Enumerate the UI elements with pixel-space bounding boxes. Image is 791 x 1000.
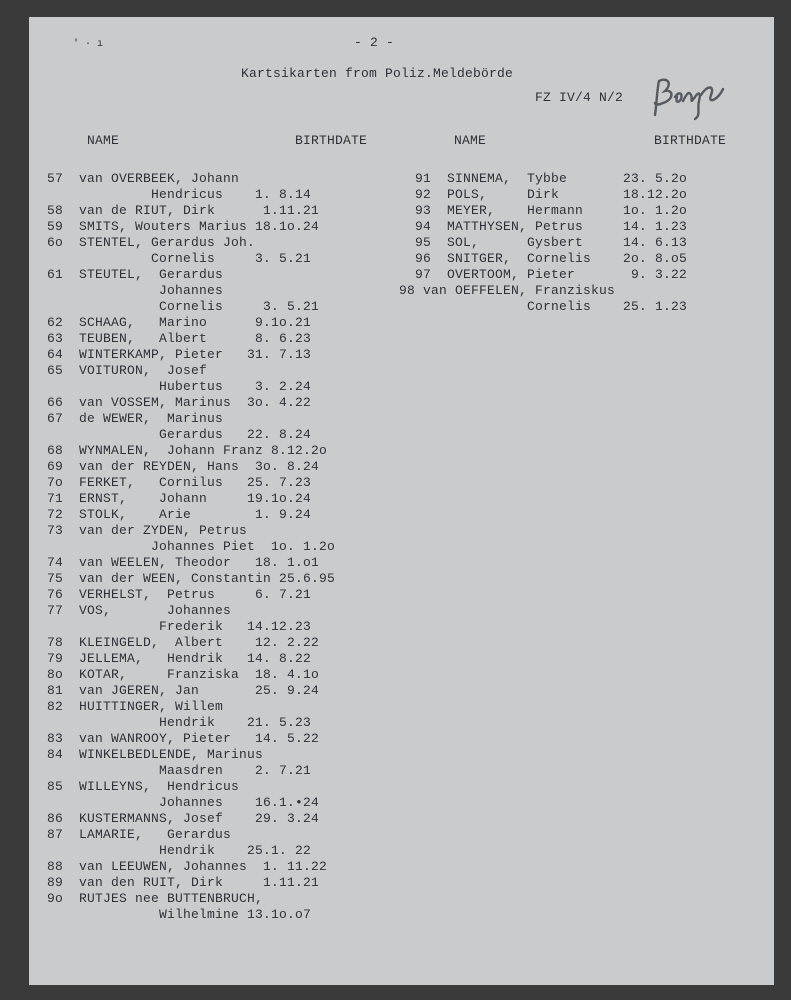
entry-line: 57 van OVERBEEK, Johann <box>47 171 240 186</box>
document-title: Kartsikarten from Poliz.Meldebörde <box>241 66 514 81</box>
entry-line: Johannes <box>47 283 224 298</box>
entry-line: Cornelis 3. 5.21 <box>47 251 312 266</box>
corner-mark-icon: ' · ı <box>73 39 104 50</box>
entry-line: Hendricus 1. 8.14 <box>47 187 312 202</box>
entry-line: Gerardus 22. 8.24 <box>47 427 312 442</box>
entry-line: 58 van de RIUT, Dirk 1.11.21 <box>47 203 320 218</box>
entry-line: 75 van der WEEN, Constantin 25.6.95 <box>47 571 336 586</box>
entry-line: 63 TEUBEN, Albert 8. 6.23 <box>47 331 312 346</box>
left-col-birthdate-header: BIRTHDATE <box>295 133 368 148</box>
entry-line: 72 STOLK, Arie 1. 9.24 <box>47 507 312 522</box>
entry-line: 68 WYNMALEN, Johann Franz 8.12.2o <box>47 443 328 458</box>
entry-line: 73 van der ZYDEN, Petrus <box>47 523 248 538</box>
document-page <box>29 17 774 985</box>
left-col-name-header: NAME <box>87 133 120 148</box>
entry-line: 81 van JGEREN, Jan 25. 9.24 <box>47 683 320 698</box>
entry-line: 94 MATTHYSEN, Petrus 14. 1.23 <box>415 219 688 234</box>
entry-line: 67 de WEWER, Marinus <box>47 411 224 426</box>
entry-line: 96 SNITGER, Cornelis 2o. 8.o5 <box>415 251 688 266</box>
entry-line: 88 van LEEUWEN, Johannes 1. 11.22 <box>47 859 328 874</box>
entry-line: 64 WINTERKAMP, Pieter 31. 7.13 <box>47 347 312 362</box>
entry-line: 61 STEUTEL, Gerardus <box>47 267 224 282</box>
entry-line: 85 WILLEYNS, Hendricus <box>47 779 240 794</box>
right-col-name-header: NAME <box>454 133 487 148</box>
entry-line: Johannes 16.1.•24 <box>47 795 320 810</box>
entry-line: 9o RUTJES nee BUTTENBRUCH, <box>47 891 264 906</box>
right-col-birthdate-header: BIRTHDATE <box>654 133 727 148</box>
entry-line: 79 JELLEMA, Hendrik 14. 8.22 <box>47 651 312 666</box>
entry-line: 92 POLS, Dirk 18.12.2o <box>415 187 688 202</box>
handwritten-signature-icon <box>649 75 729 121</box>
entry-line: Cornelis 3. 5.21 <box>47 299 320 314</box>
entry-line: 84 WINKELBEDLENDE, Marinus <box>47 747 264 762</box>
entry-line: 59 SMITS, Wouters Marius 18.1o.24 <box>47 219 320 234</box>
entry-line: Hendrik 25.1. 22 <box>47 843 312 858</box>
reference-code: FZ IV/4 N/2 <box>535 90 624 105</box>
entry-line: 74 van WEELEN, Theodor 18. 1.o1 <box>47 555 320 570</box>
entry-line: 87 LAMARIE, Gerardus <box>47 827 232 842</box>
entry-line: 62 SCHAAG, Marino 9.1o.21 <box>47 315 312 330</box>
entry-line: Wilhelmine 13.1o.o7 <box>47 907 312 922</box>
entry-line: Cornelis 25. 1.23 <box>415 299 688 314</box>
entry-line: 8o KOTAR, Franziska 18. 4.1o <box>47 667 320 682</box>
entry-line: Johannes Piet 1o. 1.2o <box>47 539 336 554</box>
entry-line: Hubertus 3. 2.24 <box>47 379 312 394</box>
entry-line: 66 van VOSSEM, Marinus 3o. 4.22 <box>47 395 312 410</box>
entry-line: 76 VERHELST, Petrus 6. 7.21 <box>47 587 312 602</box>
entry-line: Hendrik 21. 5.23 <box>47 715 312 730</box>
entry-line: 89 van den RUIT, Dirk 1.11.21 <box>47 875 320 890</box>
entry-line: 7o FERKET, Cornilus 25. 7.23 <box>47 475 312 490</box>
entry-line: 98 van OEFFELEN, Franziskus <box>399 283 616 298</box>
entry-line: 77 VOS, Johannes <box>47 603 232 618</box>
entry-line: 97 OVERTOOM, Pieter 9. 3.22 <box>415 267 688 282</box>
entry-line: Maasdren 2. 7.21 <box>47 763 312 778</box>
entry-line: 78 KLEINGELD, Albert 12. 2.22 <box>47 635 320 650</box>
entry-line: 65 VOITURON, Josef <box>47 363 208 378</box>
entry-line: 83 van WANROOY, Pieter 14. 5.22 <box>47 731 320 746</box>
entry-line: 86 KUSTERMANNS, Josef 29. 3.24 <box>47 811 320 826</box>
entry-line: 95 SOL, Gysbert 14. 6.13 <box>415 235 688 250</box>
entry-line: 6o STENTEL, Gerardus Joh. <box>47 235 256 250</box>
page-number: - 2 - <box>354 35 395 50</box>
entry-line: 93 MEYER, Hermann 1o. 1.2o <box>415 203 688 218</box>
entry-line: Frederik 14.12.23 <box>47 619 312 634</box>
entry-line: 82 HUITTINGER, Willem <box>47 699 224 714</box>
entry-line: 71 ERNST, Johann 19.1o.24 <box>47 491 312 506</box>
entry-line: 91 SINNEMA, Tybbe 23. 5.2o <box>415 171 688 186</box>
entry-line: 69 van der REYDEN, Hans 3o. 8.24 <box>47 459 320 474</box>
